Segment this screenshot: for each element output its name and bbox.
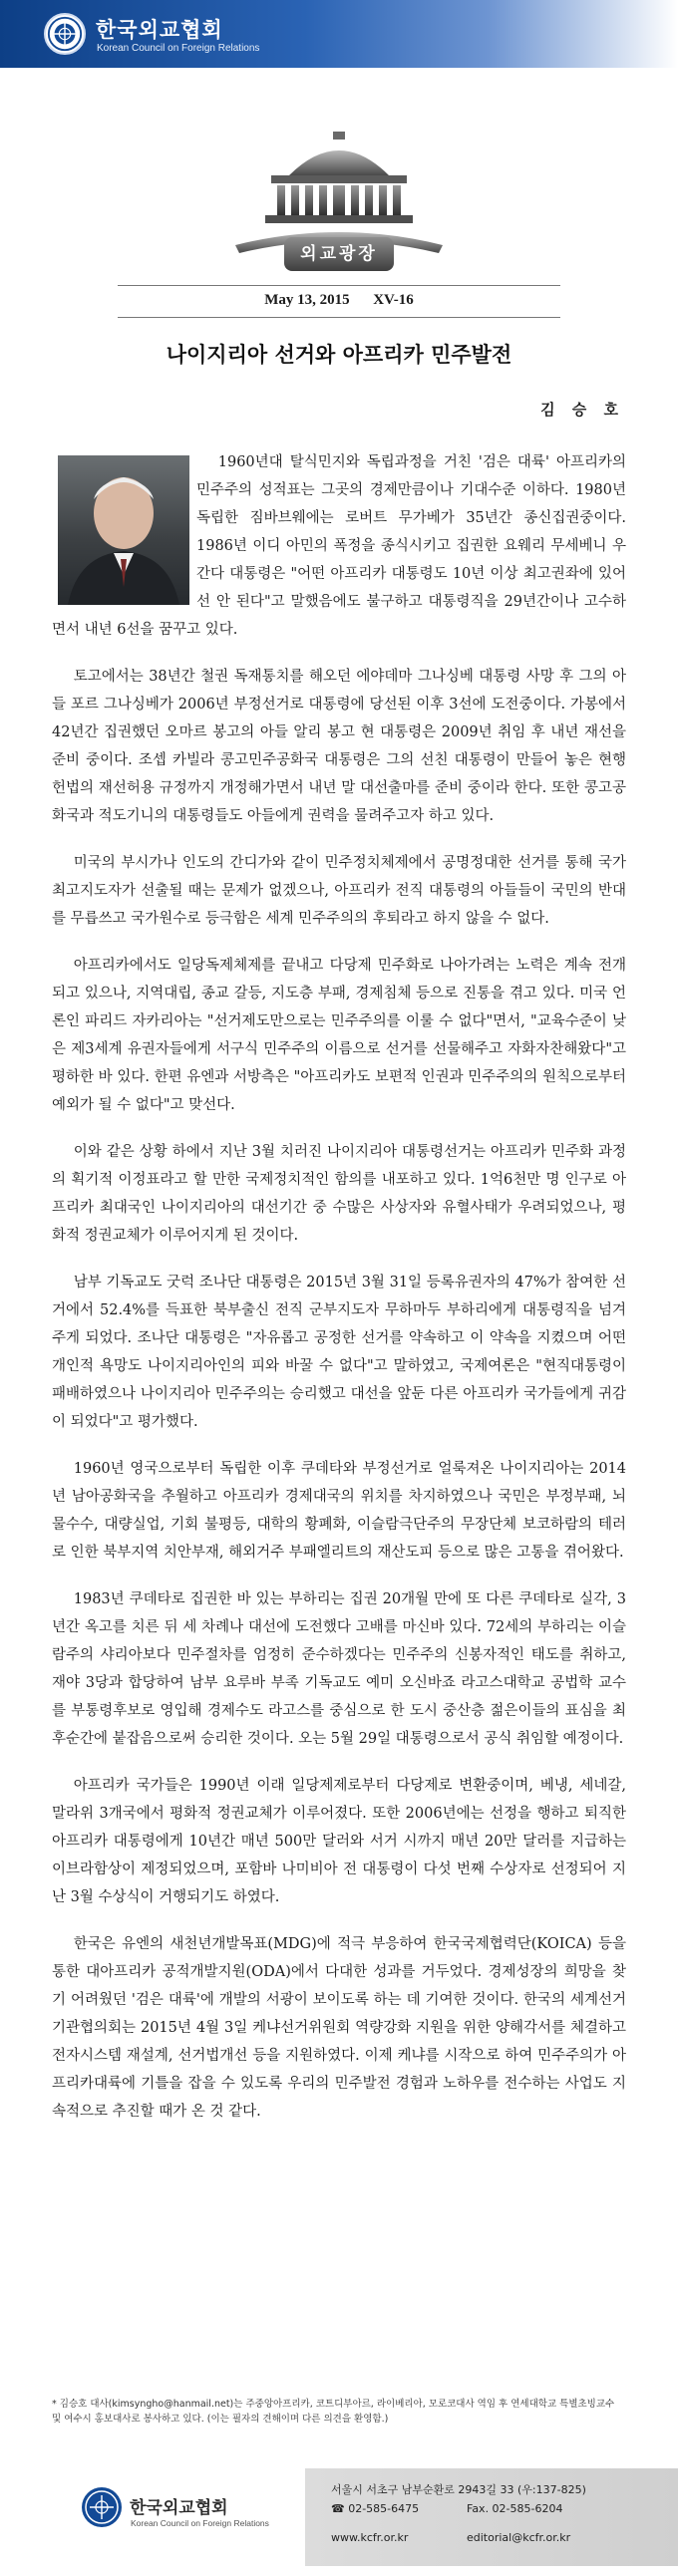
paragraph-9: 아프리카 국가들은 1990년 이래 일당제제로부터 다당제로 변환중이며, 베냉, 세네갈, 말라위 3개국에서 평화적 정권교체가 이루어졌다. 또한 2006년에는 선정을 행하고 퇴직한 아프리카 대통령에게 10년간 매년 500만 달러와 서거 시까지 매년 20만 달러를 지급하는 이브라함상이 제정되었으며, 포함바 나미비아 전 대통령이 다섯 번째 수상자로 선정되어 지난 3월 수상식이 거행되기도 하였다.	[52, 1778, 626, 1905]
paragraph-1: 1960년대 탈식민지와 독립과정을 거친 '검은 대륙' 아프리카의 민주주의 성적표는 그곳의 경제만큼이나 기대수준 이하다. 1980년 독립한 짐바브웨에는 로버트 무가베가 35년간 종신집권중이다. 1986년 이디 아민의 폭정을 종식시키고 집권한 요웨리 무세베니 우간다 대통령은 "어떤 아프리카 대통령도 10년 이상 최고권좌에 있어선 안 된다"고 말했음에도 불구하고 대통령직을 29년간이나 고수하면서 내년 6선을 꿈꾸고 있다.	[52, 454, 626, 638]
paragraph-2: 토고에서는 38년간 철권 독재통치를 해오던 에야데마 그나싱베 대통령 사망 후 그의 아들 포르 그나싱베가 2006년 부정선거로 대통령에 당선된 이후 3선에 도전중이다. 가봉에서 42년간 집권했던 오마르 봉고의 아들 알리 봉고 현 대통령은 2009년 취임 후 내년 재선을 준비 중이다. 조셉 카빌라 콩고민주공화국 대통령은 그의 선친 대통령이 만들어 놓은 현행 헌법의 재선허용 규정까지 개정해가면서 내년 말 대선출마를 준비 중이라 한다. 또한 콩고공화국과 적도기니의 대통령들도 아들에게 권력을 물려주고자 하고 있다.	[52, 669, 626, 824]
issue-date-line	[0, 292, 678, 309]
footer-website-link[interactable]: www.kcfr.or.kr	[331, 2531, 409, 2544]
divider-bottom	[118, 317, 560, 318]
footer-org-name: 한국외교협회	[130, 2498, 228, 2518]
article-author: 김 승 호	[540, 401, 624, 419]
paragraph-4: 아프리카에서도 일당독제체제를 끝내고 다당제 민주화로 나아가려는 노력은 계속 전개되고 있으나, 지역대립, 종교 갈등, 지도층 부패, 경제침체 등으로 진통을 겪고 있다. 미국 언론인 파리드 자카리아는 "선거제도만으로는 민주주의를 이룰 수 없다"면서, "교육수준이 낮은 제3세계 유권자들에게 서구식 민주주의 이름으로 선거를 선물해주고 자화자찬해왔다"고 평하한 바 있다. 한편 유엔과 서방측은 "아프리카도 보편적 인권과 민주주의의 원칙으로부터 예외가 될 수 없다"고 맞선다.	[52, 958, 626, 1113]
emblem-label: 외교광장	[284, 237, 394, 271]
footer-logo-icon	[82, 2487, 122, 2527]
org-name: 한국외교협회	[96, 18, 223, 42]
issue-number: XV-16	[373, 292, 414, 308]
paragraph-5: 이와 같은 상황 하에서 지난 3월 치러진 나이지리아 대통령선거는 아프리카 민주화 과정의 획기적 이정표라고 할 만한 국제정치적인 함의를 내포하고 있다. 1억6천만 명 인구로 아프리카 최대국인 나이지리아의 대선기간 중 수많은 사상자와 유혈사태가 우려되었으나, 평화적 정권교체가 이루어지게 된 것이다.	[52, 1144, 626, 1244]
paragraph-7: 1960년 영국으로부터 독립한 이후 쿠데타와 부정선거로 얼룩져온 나이지리아는 2014년 남아공화국을 추월하고 아프리카 경제대국의 위치를 차지하였으나 국민은 부정부패, 뇌물수수, 대량실업, 기회 불평등, 대학의 황폐화, 이슬람극단주의 무장단체 보코하람의 테러로 인한 북부지역 치안부재, 해외거주 부패엘리트의 재산도피 등으로 많은 고통을 겪어왔다.	[52, 1461, 626, 1561]
article-body	[52, 448, 626, 2145]
footer-email-link[interactable]: editorial@kcfr.or.kr	[467, 2531, 571, 2544]
photo-spacer	[52, 448, 196, 616]
kcfr-logo-icon	[44, 13, 86, 55]
author-footnote: * 김승호 대사(kimsyngho@hanmail.net)는 주중앙아프리카, 코트디부아르, 라이베리아, 모로코대사 역임 후 연세대학교 특별초빙교수 및 여수시 홍보대사로 봉사하고 있다. (이는 필자의 견해이며 다른 의견을 환영함.)	[52, 2399, 615, 2425]
footer-org-name-english: Korean Council on Foreign Relations	[131, 2518, 269, 2528]
paragraph-8: 1983년 쿠데타로 집권한 바 있는 부하리는 집권 20개월 만에 또 다른 쿠데타로 실각, 3년간 옥고를 치른 뒤 세 차례나 대선에 도전했다 고배를 마신바 있다. 72세의 부하리는 이슬람주의 샤리아보다 민주절차를 엄정히 준수하겠다는 민주주의 신봉자적인 태도를 취하고, 재야 3당과 합당하여 남부 요루바 부족 기독교도 예미 오신바죠 라고스대학교 공법학 교수를 부통령후보로 영입해 경제수도 라고스를 중심으로 한 도시 중산층 젊은이들의 표심을 최후순간에 붙잡음으로써 승리한 것이다. 오는 5월 29일 대통령으로서 공식 취임할 예정이다.	[52, 1591, 626, 1747]
paragraph-6: 남부 기독교도 굿럭 조나단 대통령은 2015년 3월 31일 등록유권자의 47%가 참여한 선거에서 52.4%를 득표한 북부출신 전직 군부지도자 무하마두 부하리에게 대통령직을 넘겨주게 되었다. 조나단 대통령은 "자유롭고 공정한 선거를 약속하고 이 약속을 지켰으며 어떤 개인적 욕망도 나이지리아인의 피와 바꿀 수 없다"고 말하였고, 국제여론은 "현직대통령이 패배하였으나 나이지리아 민주주의는 승리했고 대선을 앞둔 다른 아프리카 국가들에게 귀감이 되었다"고 평가했다.	[52, 1275, 626, 1430]
paragraph-3: 미국의 부시가나 인도의 간디가와 같이 민주정치체제에서 공명정대한 선거를 통해 국가최고지도자가 선출될 때는 문제가 없겠으나, 아프리카 전직 대통령의 아들들이 국민의 반대를 무릅쓰고 국가원수로 등극함은 세계 민주주의의 후퇴라고 하지 않을 수 없다.	[52, 855, 626, 927]
footer-tel: ☎ 02-585-6475	[331, 2502, 420, 2515]
footer-fax: Fax. 02-585-6204	[467, 2502, 563, 2515]
issue-date: May 13, 2015	[264, 292, 350, 308]
article-title: 나이지리아 선거와 아프리카 민주발전	[166, 343, 512, 367]
footer-address: 서울시 서초구 남부순환로 2943길 33 (우:137-825)	[331, 2483, 586, 2496]
divider-top	[118, 285, 560, 286]
paragraph-10: 한국은 유엔의 새천년개발목표(MDG)에 적극 부응하여 한국국제협력단(KOICA) 등을 통한 대아프리카 공적개발지원(ODA)에서 다대한 성과를 거두었다. 경제성장의 희망을 찾기 어려웠던 '검은 대륙'에 개발의 서광이 보이도록 하는 데 기여한 것이다. 한국의 세계선거기관협의회는 2015년 4월 3일 케냐선거위원회 역량강화 지원을 위한 양해각서를 체결하고 전자시스템 재설계, 선거법개선 등을 지원하였다. 이제 케냐를 시작으로 하여 민주주의가 아프리카대륙에 기틀을 잡을 수 있도록 우리의 민주발전 경험과 노하우를 전수하는 사업도 지속적으로 추진할 때가 온 것 같다.	[52, 1936, 626, 2120]
org-name-english: Korean Council on Foreign Relations	[97, 43, 260, 54]
